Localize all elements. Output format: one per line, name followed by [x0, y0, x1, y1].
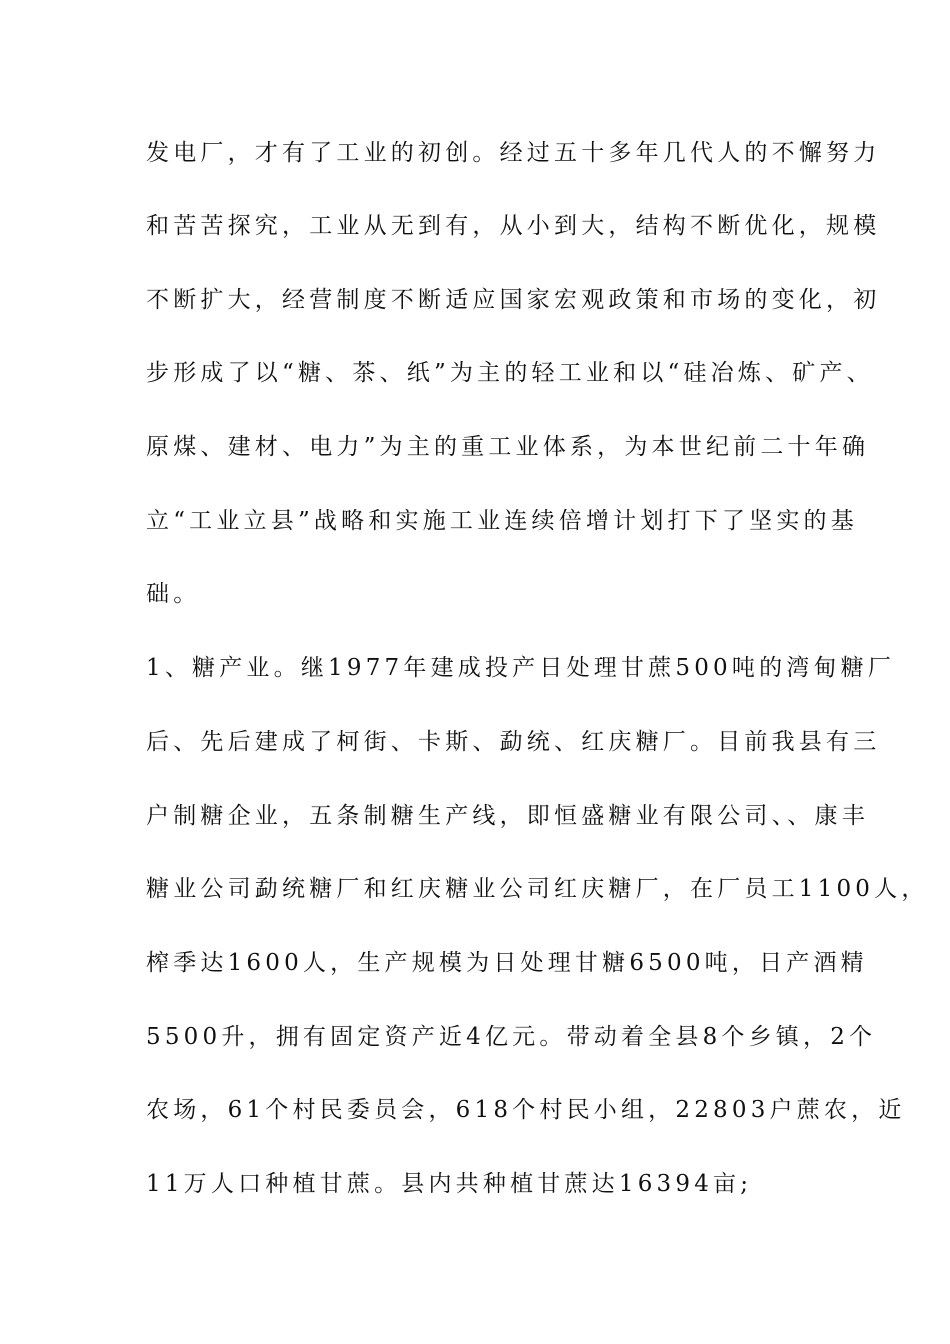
text-line: 糖业公司勐统糖厂和红庆糖业公司红庆糖厂，在厂员工1100人，	[146, 876, 929, 902]
text-line: 和苦苦探究，工业从无到有，从小到大，结构不断优化，规模	[146, 213, 881, 239]
text-line: 后、先后建成了柯街、卡斯、勐统、红庆糖厂。目前我县有三	[146, 729, 881, 755]
text-line: 步形成了以“糖、茶、纸”为主的轻工业和以“硅冶炼、矿产、	[146, 360, 874, 386]
text-line: 不断扩大，经营制度不断适应国家宏观政策和市场的变化，初	[146, 287, 881, 313]
text-line: 榨季达1600人，生产规模为日处理甘糖6500吨，日产酒精	[146, 950, 868, 976]
text-line: 础。	[146, 581, 201, 607]
text-line: 1、糖产业。继1977年建成投产日处理甘蔗500吨的湾甸糖厂	[146, 655, 896, 681]
text-line: 11万人口种植甘蔗。县内共种植甘蔗达16394亩;	[146, 1171, 753, 1197]
text-line: 农场，61个村民委员会，618个村民小组，22803户蔗农，近	[146, 1097, 906, 1123]
text-line: 户制糖企业，五条制糖生产线，即恒盛糖业有限公司、、康丰	[146, 803, 869, 829]
text-line: 原煤、建材、电力”为主的重工业体系，为本世纪前二十年确	[146, 434, 870, 460]
text-line: 5500升，拥有固定资产近4亿元。带动着全县8个乡镇，2个	[146, 1024, 877, 1050]
text-line: 发电厂，才有了工业的初创。经过五十多年几代人的不懈努力	[146, 140, 881, 166]
text-line: 立“工业立县”战略和实施工业连续倍增计划打下了坚实的基	[146, 508, 858, 534]
